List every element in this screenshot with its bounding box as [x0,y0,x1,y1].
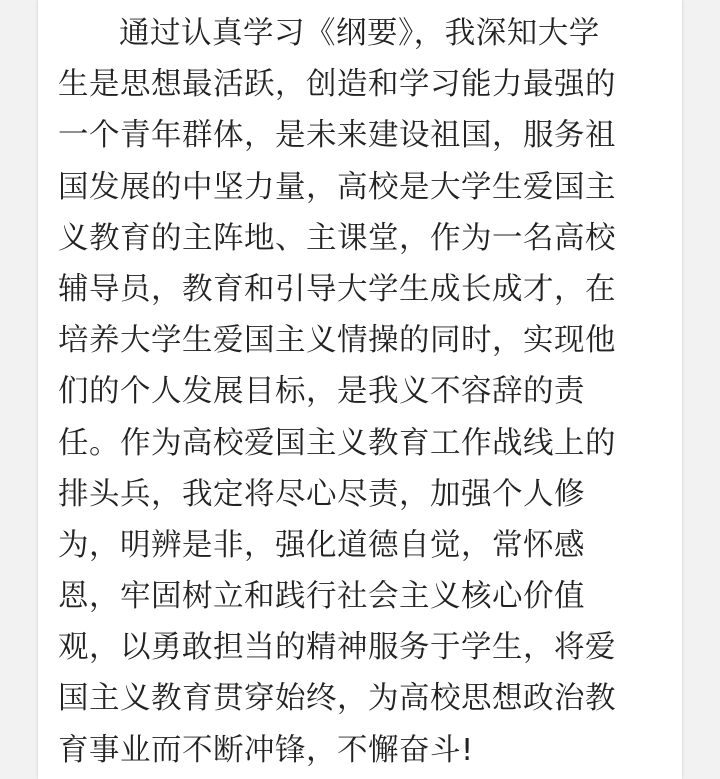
paragraph-line-7: 培养大学生爱国主义情操的同时，实现他 [58,323,616,359]
paragraph-line-2: 生是思想最活跃，创造和学习能力最强的 [58,67,616,103]
paragraph-line-14: 国主义教育贯穿始终，为高校思想政治教 [58,681,616,717]
paragraph-line-1: 通过认真学习《纲要》，我深知大学 [119,16,600,51]
paragraph-line-9: 任。作为高校爱国主义教育工作战线上的 [58,425,616,461]
paragraph-line-11: 为，明辨是非，强化道德自觉，常怀感 [58,527,585,563]
paragraph-line-15: 育事业而不断冲锋，不懈奋斗! [58,732,474,768]
paragraph-line-12: 恩，牢固树立和践行社会主义核心价值 [58,579,585,615]
article-paragraph [58,8,670,776]
paragraph-line-6: 辅导员，教育和引导大学生成长成才，在 [58,271,616,307]
paragraph-line-8: 们的个人发展目标，是我义不容辞的责 [58,374,585,410]
paragraph-line-10: 排头兵，我定将尽心尽责，加强个人修 [58,476,585,512]
document-page [38,0,682,779]
paragraph-line-13: 观，以勇敢担当的精神服务于学生，将爱 [58,630,616,666]
paragraph-line-5: 义教育的主阵地、主课堂，作为一名高校 [58,220,616,256]
paragraph-line-3: 一个青年群体，是未来建设祖国，服务祖 [58,118,616,154]
paragraph-line-4: 国发展的中坚力量，高校是大学生爱国主 [58,169,616,205]
